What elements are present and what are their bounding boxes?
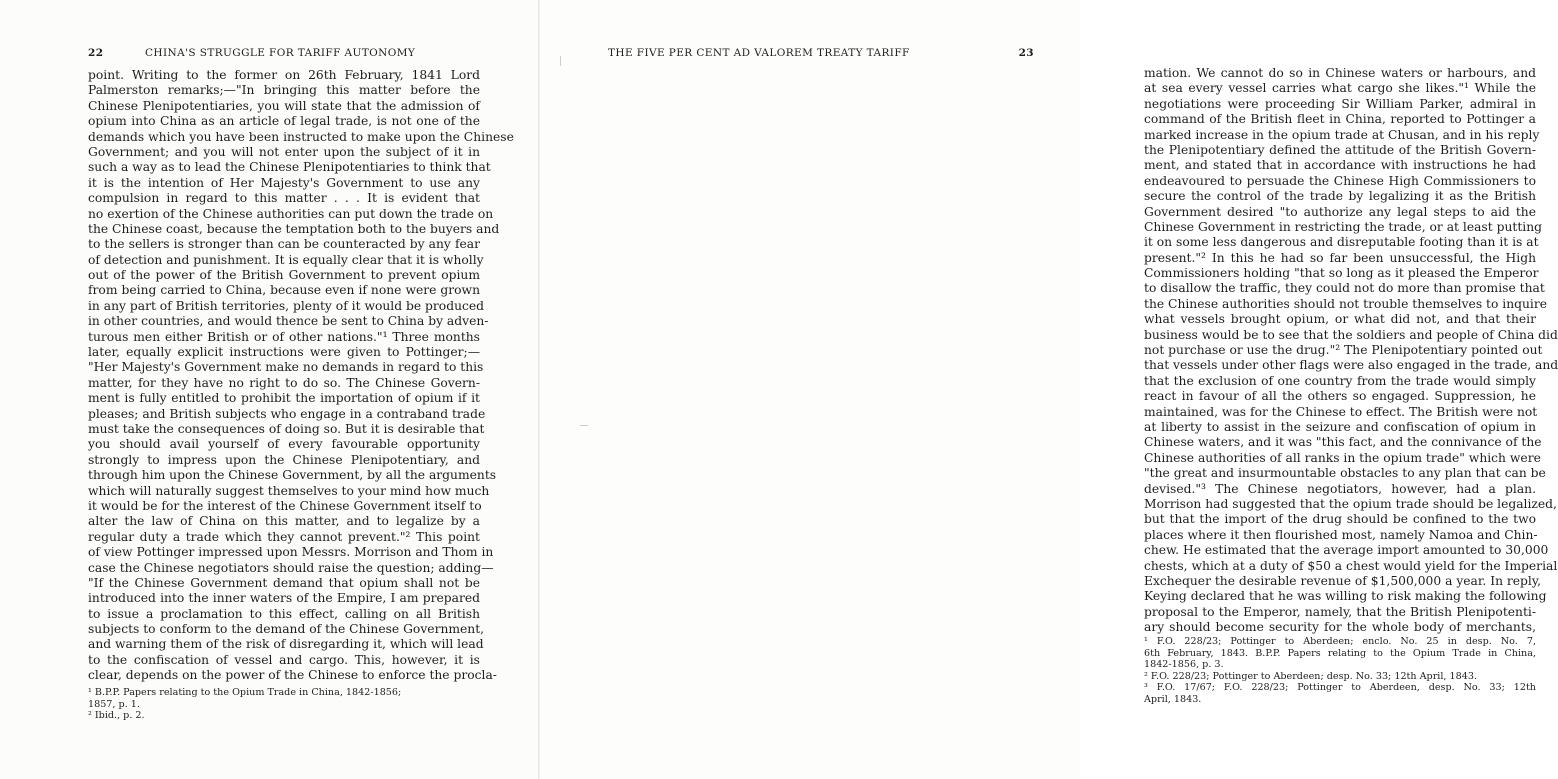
footnote-line: ³ F.O. 17/67; F.O. 228/23; Pottinger to Aberdeen, desp. No. 33; 12th (1144, 682, 1536, 694)
text-line: demands which you have been instructed to make upon the Chinese (88, 129, 514, 144)
right-footnotes (1144, 636, 1536, 706)
margin-mark (580, 425, 588, 426)
left-page (0, 0, 540, 779)
text-line: the Plenipotentiary defined the attitude of the British Govern- (1144, 142, 1536, 157)
footnote-line: ¹ F.O. 228/23; Pottinger to Aberdeen; enclo. No. 25 in desp. No. 7, (1144, 636, 1536, 647)
text-line: must take the consequences of doing so. But it is desirable that (88, 421, 485, 436)
text-line: devised."³ The Chinese negotiators, however, had a plan. (1144, 481, 1536, 496)
text-line: Palmerston remarks;—"In bringing this matter before the (88, 83, 480, 98)
text-line: the Chinese authorities should not trouble themselves to inquire (1144, 296, 1548, 311)
text-line: endeavoured to persuade the Chinese High Commissioners to (1144, 173, 1536, 188)
text-line: proposal to the Emperor, namely, that the British Plenipotenti- (1144, 604, 1536, 619)
footnote-line: ¹ B.P.P. Papers relating to the Opium Trade in China, 1842-1856; (88, 687, 402, 698)
footnote-line: ² F.O. 228/23; Pottinger to Aberdeen; desp. No. 33; 12th April, 1843. (1144, 670, 1477, 682)
text-line: at sea every vessel carries what cargo she likes."¹ While the (1144, 81, 1536, 96)
text-line: "the great and insurmountable obstacles to any plan that can be (1144, 466, 1546, 481)
text-line: clear, depends on the power of the Chinese to enforce the procla- (88, 668, 497, 683)
text-line: Exchequer the desirable revenue of $1,500,000 a year. In reply, (1144, 573, 1542, 588)
text-line: matter, for they have no right to do so. The Chinese Govern- (88, 375, 480, 390)
footnote-line: ² Ibid., p. 2. (88, 710, 145, 722)
text-line: later, equally explicit instructions were given to Pottinger;— (88, 345, 480, 360)
text-line: that vessels under other flags were also engaged in the trade, and (1144, 358, 1558, 373)
text-line: mation. We cannot do so in Chinese waters or harbours, and (1144, 66, 1536, 80)
margin-mark (560, 56, 561, 66)
text-line: it on some less dangerous and disreputable footing than it is at (1144, 235, 1539, 250)
text-line: negotiations were proceeding Sir William Parker, admiral in (1144, 96, 1536, 111)
text-line: but that the import of the drug should be confined to the two (1144, 512, 1536, 527)
text-line: subjects to conform to the demand of the Chinese Government, (88, 622, 485, 637)
text-line: point. Writing to the former on 26th February, 1841 Lord (88, 68, 480, 82)
text-line: Chinese Plenipotentiaries, you will state that the admission of (88, 98, 480, 113)
text-line: command of the British fleet in China, reported to Pottinger a (1144, 112, 1536, 127)
footnote-line: April, 1843. (1144, 693, 1202, 705)
text-line: turous men either British or of other nations."¹ Three months (88, 329, 480, 344)
left-footnotes (88, 687, 480, 722)
text-line: Morrison had suggested that the opium trade should be legalized, (1144, 496, 1557, 511)
text-line: chests, which at a duty of $50 a chest would yield for the Imperial (1144, 558, 1558, 573)
text-line: present."² In this he had so far been unsuccessful, the High (1144, 250, 1536, 265)
text-line: of view Pottinger impressed upon Messrs. Morrison and Thom in (88, 545, 494, 560)
left-page-number: 22 (88, 47, 104, 59)
left-running-head-title: CHINA'S STRUGGLE FOR TARIFF AUTONOMY (145, 47, 416, 59)
text-line: it would be for the interest of the Chinese Government itself to (88, 498, 482, 513)
text-line: the Chinese coast, because the temptation both to the buyers and (88, 221, 500, 236)
text-line: not purchase or use the drug."² The Plenipotentiary pointed out (1144, 343, 1543, 358)
right-running-head-title: THE FIVE PER CENT AD VALOREM TREATY TARIFF (608, 47, 910, 59)
text-line: in other countries, and would thence be sent to China by adven- (88, 314, 489, 329)
text-line: "Her Majesty's Government make no demands in regard to this (88, 360, 484, 375)
text-line: case the Chinese negotiators should raise the question; adding— (88, 560, 494, 575)
text-line: Commissioners holding "that so long as it pleased the Emperor (1144, 266, 1539, 281)
right-page (540, 0, 1558, 779)
text-line: ment, and stated that in accordance with instructions he had (1144, 158, 1536, 173)
text-line: through him upon the Chinese Government, by all the arguments (88, 468, 497, 483)
footnote-line: 6th February, 1843. B.P.P. Papers relating to the Opium Trade in China, (1144, 647, 1536, 659)
text-line: business would be to see that the soldiers and people of China did (1144, 327, 1558, 342)
text-line: Keying declared that he was willing to risk making the following (1144, 589, 1547, 604)
text-line: it is the intention of Her Majesty's Government to use any (88, 175, 480, 190)
text-line: pleases; and British subjects who engage in a contraband trade (88, 406, 486, 421)
text-line: "If the Chinese Government demand that opium shall not be (88, 575, 480, 590)
right-body-text (1144, 66, 1558, 635)
text-line: from being carried to China, because even if none were grown (88, 283, 480, 298)
text-line: Chinese Government in restricting the trade, or at least putting (1144, 219, 1542, 234)
text-line: of detection and punishment. It is equally clear that it is wholly (88, 252, 484, 267)
text-line: to issue a proclamation to this effect, calling on all British (88, 606, 480, 621)
text-line: out of the power of the British Government to prevent opium (88, 268, 480, 283)
text-line: places where it then flourished most, namely Namoa and Chin- (1144, 527, 1538, 542)
text-line: no exertion of the Chinese authorities can put down the trade on (88, 206, 494, 221)
text-line: marked increase in the opium trade at Chusan, and in his reply (1144, 127, 1540, 142)
text-line: compulsion in regard to this matter . . . It is evident that (88, 191, 480, 206)
left-body-text (88, 68, 514, 684)
text-line: to the confiscation of vessel and cargo. This, however, it is (88, 652, 480, 667)
text-line: ment is fully entitled to prohibit the importation of opium if it (88, 391, 480, 406)
text-line: secure the control of the trade by legalizing it as the British (1144, 189, 1536, 204)
text-line: alter the law of China on this matter, and to legalize by a (88, 514, 480, 529)
right-page-number: 23 (1018, 47, 1034, 59)
text-line: what vessels brought opium, or what did not, and that their (1144, 312, 1536, 327)
text-line: to disallow the traffic, they could not do more than promise that (1144, 281, 1545, 296)
text-line: ary should become security for the whole body of merchants, (1144, 620, 1536, 635)
footnote-line: 1842-1856, p. 3. (1144, 659, 1224, 671)
footnote-line: 1857, p. 1. (88, 698, 140, 710)
text-line: in any part of British territories, plenty of it would be produced (88, 298, 485, 313)
text-line: introduced into the inner waters of the Empire, I am prepared (88, 591, 480, 606)
text-line: you should avail yourself of every favourable opportunity (88, 437, 480, 452)
text-line: strongly to impress upon the Chinese Plenipotentiary, and (88, 452, 480, 467)
text-line: maintained, was for the Chinese to effect. The British were not (1144, 404, 1538, 419)
text-line: Chinese authorities of all ranks in the opium trade" which were (1144, 450, 1541, 465)
text-line: and warning them of the risk of disregarding it, which will lead (88, 637, 484, 652)
text-line: Chinese waters, and it was "this fact, and the connivance of the (1144, 435, 1542, 450)
text-line: opium into China as an article of legal trade, is not one of the (88, 114, 480, 129)
text-line: at liberty to assist in the seizure and confiscation of opium in (1144, 419, 1536, 434)
text-line: regular duty a trade which they cannot prevent."² This point (88, 529, 480, 544)
text-line: such a way as to lead the Chinese Plenipotentiaries to think that (88, 160, 491, 175)
text-line: chew. He estimated that the average import amounted to 30,000 (1144, 543, 1549, 558)
text-line: Government; and you will not enter upon the subject of it in (88, 144, 480, 159)
text-line: Government desired "to authorize any legal steps to aid the (1144, 204, 1536, 219)
text-line: that the exclusion of one country from the trade would simply (1144, 373, 1536, 388)
text-line: to the sellers is stronger than can be counteracted by any fear (88, 237, 480, 252)
text-line: which will naturally suggest themselves to your mind how much (88, 483, 490, 498)
text-line: react in favour of all the others so engaged. Suppression, he (1144, 389, 1536, 404)
